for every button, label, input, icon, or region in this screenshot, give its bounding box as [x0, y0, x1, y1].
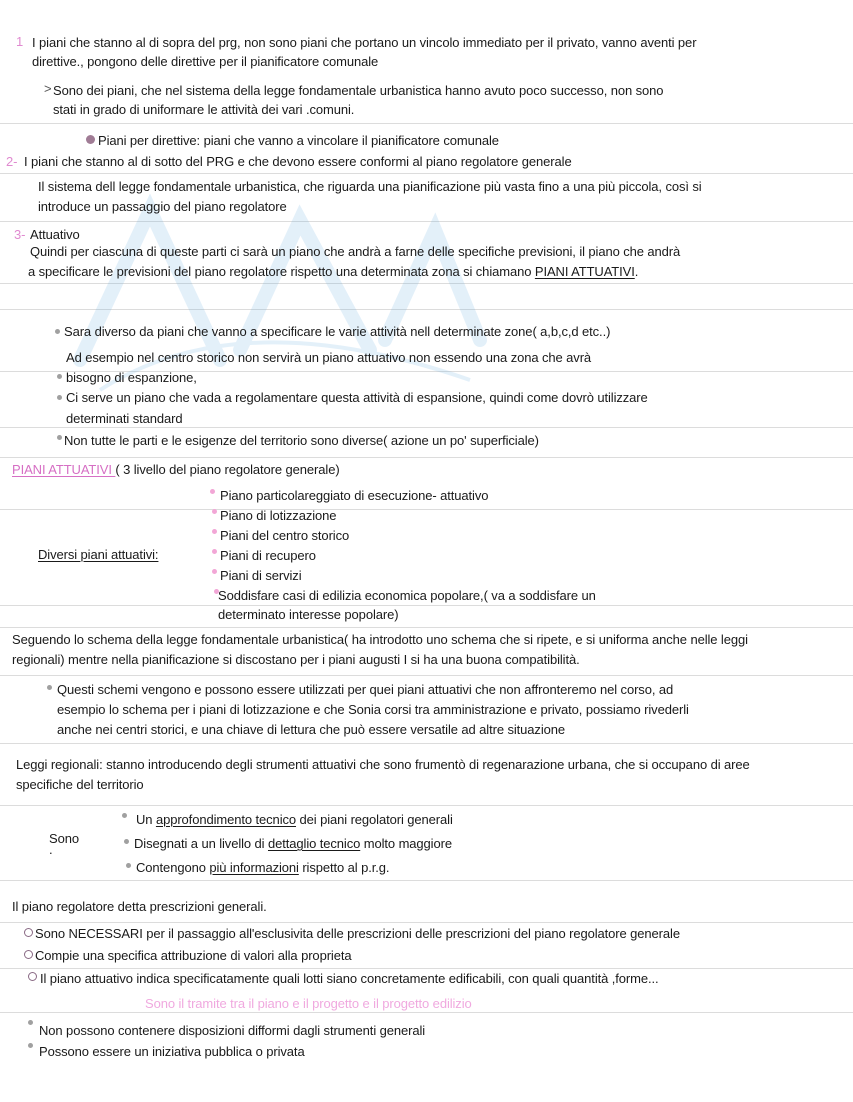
bullet-icon [212, 569, 217, 574]
bullet-icon [126, 863, 131, 868]
section-3-bullet-1: Sara diverso da piani che vanno a specificare le varie attività nell determinate zone( a,b,c,d etc..) [64, 324, 611, 339]
bullet-icon [28, 1043, 33, 1048]
ruled-line [0, 123, 853, 124]
piani-item-6: Soddisfare casi di edilizia economica popolare,( va a soddisfare un [218, 588, 596, 603]
bullet-icon [57, 395, 62, 400]
section-2-sub-line-2: introduce un passaggio del piano regolatore [38, 199, 287, 214]
bullet-icon [124, 839, 129, 844]
bullet-icon [212, 509, 217, 514]
ruled-line [0, 509, 853, 510]
leggi-item-3-pre: Contengono [136, 860, 210, 875]
section-1-line-2: direttive., pongono delle direttive per il pianificatore comunale [32, 54, 379, 69]
section-3-bullet-3-cont: determinati standard [66, 411, 183, 426]
section-3-line-1: Quindi per ciascuna di queste parti ci sarà un piano che andrà a farne delle specifiche previsioni, il piano che andrà [30, 244, 681, 259]
bullet-icon [86, 135, 95, 144]
schema-bullet-line-2: esempio lo schema per i piani di lotizzazione e che Sonia corsi tra amministrazione e privato, possiamo rivederli [57, 702, 689, 717]
leggi-line-2: specifiche del territorio [16, 777, 144, 792]
ruled-line [0, 627, 853, 628]
leggi-item-1-underline: approfondimento tecnico [155, 812, 297, 827]
section-3-line-2-end: . [634, 264, 639, 279]
leggi-item-1 [136, 811, 453, 828]
section-number-1: 1 [16, 34, 24, 49]
ruled-line [0, 968, 853, 969]
note-marker: > [44, 81, 52, 96]
ruled-line [0, 173, 853, 174]
bullet-icon [122, 813, 127, 818]
prescrizioni-item-3: Il piano attuativo indica specificatamente quali lotti siano concretamente edificabili, con quali quantità ,forme... [40, 971, 659, 986]
bullet-icon [28, 1020, 33, 1025]
leggi-item-2-pre: Disegnati a un livello di [134, 836, 268, 851]
ruled-line [0, 309, 853, 310]
ruled-line [0, 880, 853, 881]
prescrizioni-intro: Il piano regolatore detta prescrizioni generali. [12, 899, 267, 914]
circle-bullet-icon [24, 928, 33, 937]
circle-bullet-icon [28, 972, 37, 981]
sono-dot: . [49, 842, 53, 857]
section-3-bullet-3: Ci serve un piano che vada a regolamentare questa attività di espansione, quindi come dovrò utilizzare [66, 390, 648, 405]
section-number-3: 3- [14, 227, 26, 242]
ruled-line [0, 427, 853, 428]
faint-note: Sono il tramite tra il piano e il progetto e il progetto edilizio [145, 996, 472, 1011]
prescrizioni-item-2: Compie una specifica attribuzione di valori alla proprieta [35, 948, 352, 963]
section-1-note-line-1: Sono dei piani, che nel sistema della legge fondamentale urbanistica hanno avuto poco successo, non sono [53, 83, 664, 98]
leggi-item-2-post: molto maggiore [360, 836, 452, 851]
section-3-bullet-2: bisogno di espanzione, [66, 370, 197, 385]
leggi-item-3-post: rispetto al p.r.g. [298, 860, 390, 875]
schema-bullet-line-3: anche nei centri storici, e una chiave di lettura che può essere versatile ad altre situazione [57, 722, 566, 737]
section-3-line-2 [28, 263, 638, 280]
section-2-sub-line-1: Il sistema dell legge fondamentale urbanistica, che riguarda una pianificazione più vasta fino a una più piccola, così si [38, 179, 702, 194]
section-1-note-line-2: stati in grado di uniformare le attività dei vari .comuni. [53, 102, 355, 117]
ruled-line [0, 922, 853, 923]
section-1-bullet: Piani per direttive: piani che vanno a vincolare il pianificatore comunale [98, 133, 499, 148]
piani-item-6-cont: determinato interesse popolare) [218, 607, 399, 622]
ruled-line [0, 221, 853, 222]
bullet-icon [57, 435, 62, 440]
piani-attuativi-heading [12, 461, 340, 478]
leggi-item-2 [134, 835, 452, 852]
ruled-line [0, 605, 853, 606]
section-number-2: 2- [6, 154, 18, 169]
leggi-line-1: Leggi regionali: stanno introducendo degli strumenti attuativi che sono frumentò di regenarazione urbana, che si occupano di aree [16, 757, 750, 772]
section-3-example-line: Ad esempio nel centro storico non servirà un piano attuativo non essendo una zona che avrà [66, 350, 592, 365]
sono-label: Sono [49, 831, 79, 846]
piani-item-3: Piani del centro storico [220, 528, 350, 543]
piani-item-1: Piano particolareggiato di esecuzione- attuativo [220, 488, 489, 503]
leggi-item-3-underline: più informazioni [209, 860, 299, 875]
leggi-item-1-post: dei piani regolatori generali [296, 812, 453, 827]
bullet-icon [212, 549, 217, 554]
circle-bullet-icon [24, 950, 33, 959]
piani-attuativi-link[interactable]: PIANI ATTUATIVI [534, 264, 635, 279]
piani-item-4: Piani di recupero [220, 548, 316, 563]
bullet-icon [210, 489, 215, 494]
ruled-line [0, 457, 853, 458]
schema-line-2: regionali) mentre nella pianificazione si discostano per i piani augusti I si ha una buona compatibilità. [12, 652, 580, 667]
section-2-line-1: I piani che stanno al di sotto del PRG e che devono essere conformi al piano regolatore generale [24, 154, 572, 169]
section-3-line-2-text: a specificare le previsioni del piano regolatore rispetto una determinata zona si chiamano [28, 264, 535, 279]
ruled-line [0, 283, 853, 284]
leggi-item-3 [136, 859, 389, 876]
bullet-icon [212, 529, 217, 534]
ruled-line [0, 675, 853, 676]
section-3-title: Attuativo [30, 227, 80, 242]
ruled-line [0, 805, 853, 806]
leggi-item-2-underline: dettaglio tecnico [267, 836, 361, 851]
schema-line-1: Seguendo lo schema della legge fondamentale urbanistica( ha introdotto uno schema che si ripete, e si uniforma anche nelle leggi [12, 632, 748, 647]
bullet-icon [57, 374, 62, 379]
section-1-line-1: I piani che stanno al di sopra del prg, non sono piani che portano un vincolo immediato per il privato, vanno aventi per [32, 35, 697, 50]
piani-attuativi-heading-rest: ( 3 livello del piano regolatore generale) [115, 462, 340, 477]
section-3-bullet-4: Non tutte le parti e le esigenze del territorio sono diverse( azione un po' superficiale) [64, 433, 539, 448]
prescrizioni-item-1: Sono NECESSARI per il passaggio all'esclusivita delle prescrizioni delle prescrizioni del piano regolatore generale [35, 926, 680, 941]
diversi-piani-label: Diversi piani attuativi: [38, 547, 159, 562]
bullet-icon [47, 685, 52, 690]
final-bullet-1: Non possono contenere disposizioni difformi dagli strumenti generali [39, 1023, 426, 1038]
bullet-icon [55, 329, 60, 334]
final-bullet-2: Possono essere un iniziativa pubblica o privata [39, 1044, 305, 1059]
ruled-line [0, 743, 853, 744]
ruled-line [0, 1012, 853, 1013]
schema-bullet-line-1: Questi schemi vengono e possono essere utilizzati per quei piani attuativi che non affronteremo nel corso, ad [57, 682, 674, 697]
leggi-item-1-pre: Un [136, 812, 156, 827]
piani-attuativi-heading-link[interactable]: PIANI ATTUATIVI [12, 462, 116, 477]
piani-item-5: Piani di servizi [220, 568, 302, 583]
piani-item-2: Piano di lotizzazione [220, 508, 337, 523]
